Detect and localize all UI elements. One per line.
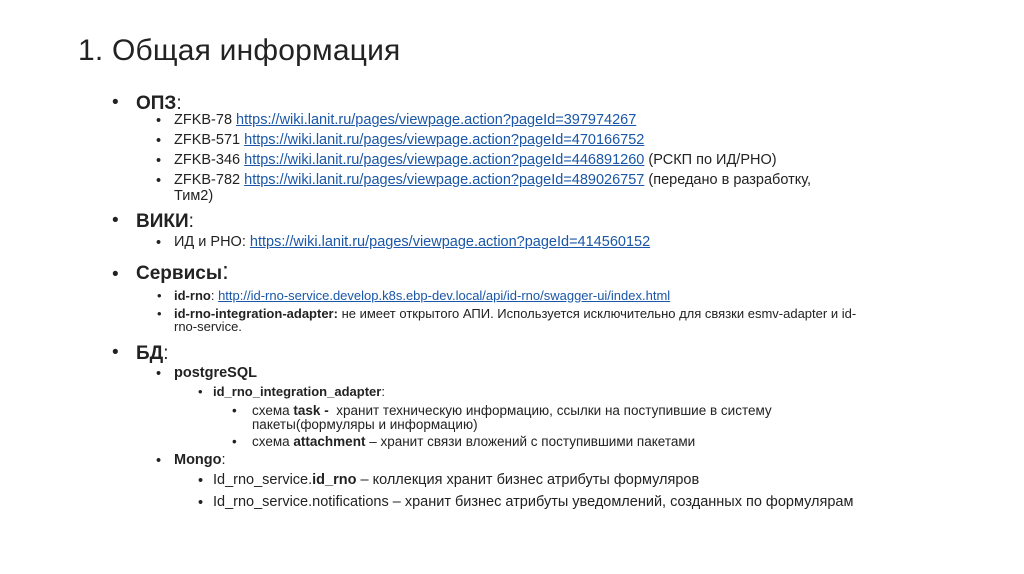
list-item: id-rno: http://id-rno-service.develop.k8s.ebp-dev.local/api/id-rno/swagger-ui/index.html: [174, 288, 671, 303]
bullet-icon: •: [198, 384, 203, 399]
list-item: Id_rno_service.notifications – хранит бизнес атрибуты уведомлений, созданных по формулярам: [213, 494, 854, 510]
wiki-link[interactable]: https://wiki.lanit.ru/pages/viewpage.action?pageId=470166752: [244, 132, 645, 148]
bullet-icon: •: [156, 133, 162, 149]
bullet-icon: •: [156, 153, 162, 169]
bullet-icon: •: [112, 210, 119, 231]
list-item-continuation: Тим2): [174, 188, 214, 204]
bullet-icon: •: [156, 113, 162, 129]
bullet-icon: •: [198, 495, 204, 511]
section-heading-db: БД:: [136, 343, 169, 364]
bullet-icon: •: [112, 264, 119, 285]
list-item: Id_rno_service.id_rno – коллекция хранит бизнес атрибуты формуляров: [213, 472, 700, 488]
bullet-icon: •: [157, 288, 162, 303]
bullet-icon: •: [156, 453, 162, 469]
bullet-icon: •: [232, 403, 237, 418]
list-item: ZFKB-782 https://wiki.lanit.ru/pages/viewpage.action?pageId=489026757 (передано в разработку,: [174, 172, 812, 188]
bullet-icon: •: [157, 306, 162, 321]
list-item-continuation: rno-service.: [174, 319, 242, 334]
db-postgres-label: postgreSQL: [174, 365, 257, 381]
wiki-link[interactable]: https://wiki.lanit.ru/pages/viewpage.action?pageId=489026757: [244, 172, 645, 188]
section-heading-opz: ОПЗ:: [136, 93, 182, 114]
list-item: id-rno-integration-adapter: не имеет открытого АПИ. Используется исключительно для связки esmv-adapter и id-: [174, 306, 857, 321]
page-title: 1. Общая информация: [78, 34, 401, 67]
list-item: ИД и РНО: https://wiki.lanit.ru/pages/viewpage.action?pageId=414560152: [174, 234, 651, 250]
db-mongo-label: Mongo:: [174, 452, 226, 468]
db-adapter-label: id_rno_integration_adapter:: [213, 384, 385, 399]
list-item: ZFKB-78 https://wiki.lanit.ru/pages/viewpage.action?pageId=397974267: [174, 112, 637, 128]
list-item: ZFKB-346 https://wiki.lanit.ru/pages/viewpage.action?pageId=446891260 (РСКП по ИД/РНО): [174, 152, 777, 168]
bullet-icon: •: [156, 366, 162, 382]
bullet-icon: •: [198, 473, 204, 489]
bullet-icon: •: [156, 173, 162, 189]
bullet-icon: •: [156, 235, 162, 251]
wiki-link[interactable]: https://wiki.lanit.ru/pages/viewpage.action?pageId=397974267: [236, 112, 637, 128]
section-heading-services: Сервисы:: [136, 258, 229, 285]
list-item-continuation: пакеты(формуляры и информацию): [252, 417, 478, 432]
section-heading-wiki: ВИКИ:: [136, 211, 194, 232]
bullet-icon: •: [232, 434, 237, 449]
wiki-link[interactable]: https://wiki.lanit.ru/pages/viewpage.action?pageId=446891260: [244, 152, 645, 168]
bullet-icon: •: [112, 342, 119, 363]
list-item: ZFKB-571 https://wiki.lanit.ru/pages/viewpage.action?pageId=470166752: [174, 132, 645, 148]
bullet-icon: •: [112, 92, 119, 113]
list-item: схема task - хранит техническую информацию, ссылки на поступившие в систему: [252, 403, 772, 418]
wiki-link[interactable]: https://wiki.lanit.ru/pages/viewpage.action?pageId=414560152: [249, 234, 651, 250]
list-item: схема attachment – хранит связи вложений с поступившими пакетами: [252, 434, 696, 449]
swagger-link[interactable]: http://id-rno-service.develop.k8s.ebp-dev.local/api/id-rno/swagger-ui/index.html: [218, 288, 671, 303]
